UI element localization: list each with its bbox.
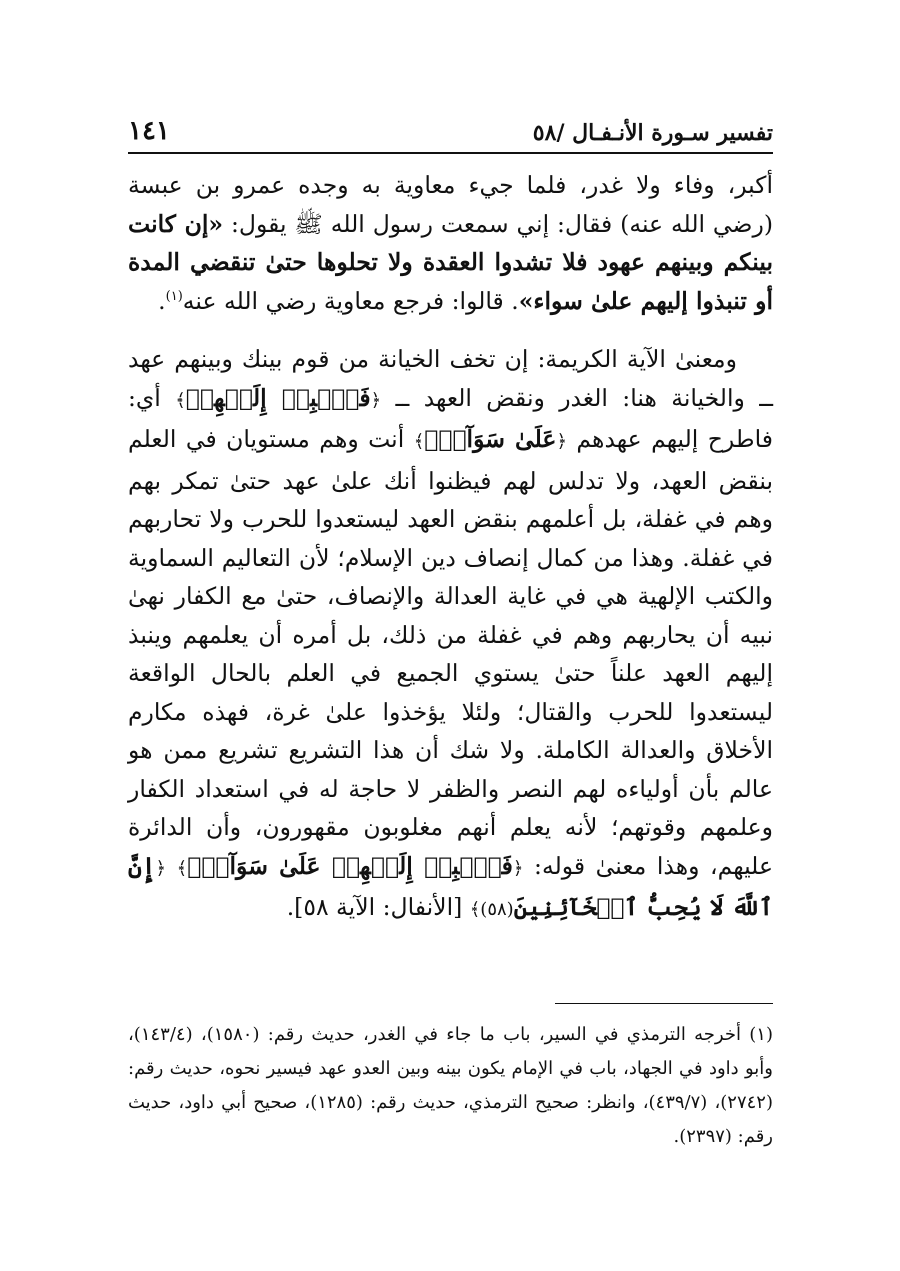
- ayah-number-marker: (٥٨): [480, 899, 514, 920]
- surah-citation: [الأنفال: الآية ٥٨].: [286, 893, 470, 921]
- quran-quote-3: فَٱنۢبِذۡ إِلَيۡهِمۡ عَلَىٰ سَوَآءٍۚ: [187, 851, 513, 880]
- body-text: [128, 166, 773, 930]
- quran-bracket-open: ﴿: [512, 857, 524, 879]
- quran-quote-1: فَٱنۢبِذۡ إِلَيۡهِمۡ: [185, 383, 371, 412]
- quran-bracket-close: ﴾: [469, 899, 481, 920]
- para1-intro: أكبر، وفاء ولا غدر، فلما جيء معاوية به وجده عمرو بن عبسة (رضي الله عنه) فقال: إني سمعت رسول الله ﷺ يقول:: [128, 171, 773, 238]
- quran-bracket-open: ﴿: [370, 389, 382, 411]
- header-rule: [128, 152, 773, 154]
- para2-segment-3: أنت وهم مستويان في العلم بنقض العهد، ولا تدلس لهم فيظنوا أنك علىٰ عهد حتىٰ تمكر بهم وهم في غفلة، بل أعلمهم بنقض العهد ليستعدوا للحرب ولا تحاربهم في غفلة. وهذا من كمال إنصاف دين الإسلام؛ لأن التعاليم السماوية والكتب الإلهية هي في غاية العدالة والإنصاف، حتىٰ مع الكفار نهىٰ نبيه أن يحاربهم وهم في غفلة من ذلك، بل أمره أن يعلمهم وينبذ إليهم العهد علناً حتىٰ يستوي الجميع في العلم بالحال الواقعة ليستعدوا للحرب والقتال؛ ولئلا يؤخذوا علىٰ غرة، فهذه مكارم الأخلاق والعدالة الكاملة. ولا شك أن هذا التشريع تشريع ممن هو عالم بأن أولياءه لهم النصر والظفر لا حاجة له في استعداد الكفار وعلمهم وقوتهم؛ لأنه يعلم أنهم مغلوبون مقهورون، وأن الدائرة عليهم، وهذا معنىٰ قوله:: [128, 425, 773, 880]
- para1-end: .: [158, 286, 166, 315]
- quran-bracket-open: ﴿: [155, 857, 167, 879]
- quran-quote-2: عَلَىٰ سَوَآءٍۚ: [424, 425, 557, 453]
- para1-outro: . قالوا: فرجع معاوية رضي الله عنه: [182, 286, 519, 315]
- paragraph-1: [128, 166, 773, 320]
- footnote-ref[interactable]: (١): [165, 288, 183, 304]
- footnote: (١) أخرجه الترمذي في السير، باب ما جاء في الغدر، حديث رقم: (١٥٨٠)، (١٤٣/٤)، وأبو داود في الجهاد، باب في الإمام يكون بينه وبين العدو عهد فيسير نحوه، حديث رقم: (٢٧٤٢)، (٤٣٩/٧)، وانظر: صحيح الترمذي، حديث رقم: (١٢٨٥)، صحيح أبي داود، حديث رقم: (٢٣٩٧).: [128, 1024, 773, 1147]
- para2-segment-4: [166, 852, 177, 880]
- running-header: [128, 100, 773, 146]
- footnote-rule: [555, 1003, 773, 1004]
- quran-bracket-close: ﴾: [176, 857, 188, 879]
- para2-segment-1: ومعنىٰ الآية الكريمة: إن تخف الخيانة من قوم بينك وبينهم عهد ــ والخيانة هنا: الغدر ونقض العهد ــ: [128, 345, 773, 412]
- quran-bracket-close: ﴾: [175, 389, 186, 411]
- quran-bracket-close: ﴾: [413, 431, 425, 452]
- quran-quote-4: إِنَّ ٱللَّهَ لَا يُحِبُّ ٱلۡخَآئِنِينَ: [128, 851, 773, 921]
- ayah-number: ٥٨: [487, 899, 507, 920]
- page-number: ١٤١: [128, 116, 170, 146]
- quran-bracket-open: ﴿: [556, 431, 567, 452]
- hadith-quote: «إن كانت بينكم وبينهم عهود فلا تشدوا العقدة ولا تحلوها حتىٰ تنقضي المدة أو تنبذوا إليهم علىٰ سواء»: [128, 209, 773, 315]
- header-title: تفسير سـورة الأنـفـال /٥٨: [532, 120, 773, 146]
- paragraph-2: [128, 340, 773, 930]
- para2-segment-2: أي: فاطرح إليهم عهدهم: [128, 383, 773, 453]
